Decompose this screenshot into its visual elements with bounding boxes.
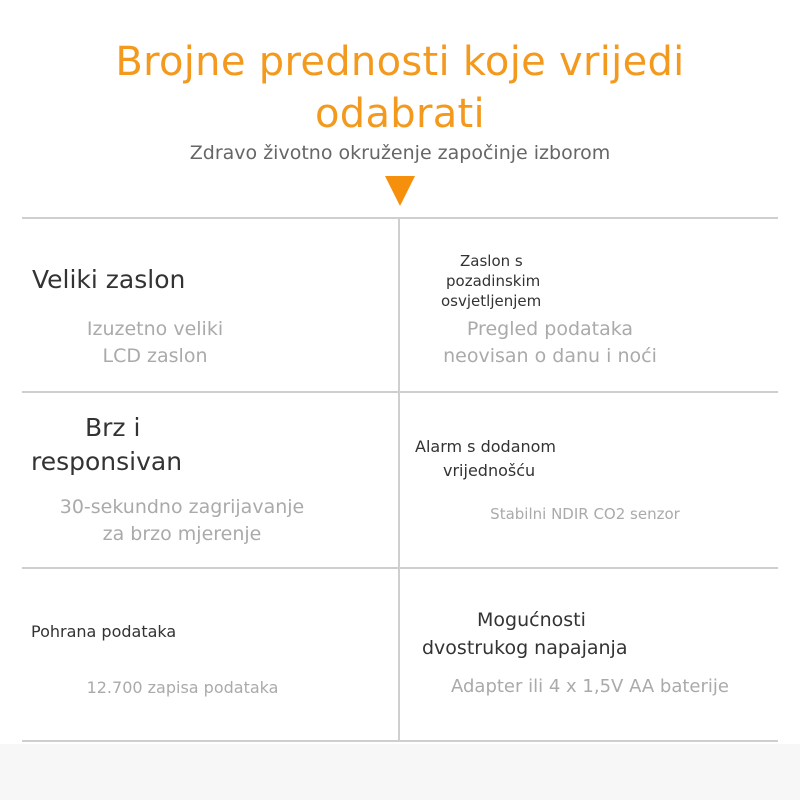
feature-title-line: Brz i [85,413,141,442]
page-title [0,36,800,140]
feature-description: Adapter ili 4 x 1,5V AA baterije [451,676,729,697]
feature-title [441,251,541,311]
feature-description [40,316,270,370]
feature-title [422,606,627,662]
down-arrow-icon [385,176,415,206]
feature-title-line: dvostrukog napajanja [422,637,628,659]
feature-description-line: 30-sekundno zagrijavanje [59,496,305,518]
feature-title-line: Mogućnosti [477,609,586,631]
feature-description-line: neovisan o danu i noći [443,345,657,367]
feature-description-line: Izuzetno veliki [86,318,224,340]
feature-description-line: za brzo mjerenje [102,523,262,545]
bottom-band [0,744,800,800]
grid-divider-row-1 [22,391,778,393]
feature-description-line: LCD zaslon [102,345,208,367]
grid-divider-bottom [22,740,778,742]
page-subtitle: Zdravo životno okruženje započinje izborom [189,142,611,164]
feature-title [415,435,556,483]
feature-description [425,316,675,370]
feature-title [31,411,182,479]
feature-title-line: responsivan [31,447,183,476]
feature-description: Stabilni NDIR CO2 senzor [490,505,680,523]
page-title-line-1: Brojne prednosti koje vrijedi [115,39,685,85]
feature-title-line: osvjetljenjem [441,292,542,310]
grid-divider-center [398,219,400,741]
feature-title-line: vrijednošću [443,461,536,480]
feature-description-line: Pregled podataka [466,318,634,340]
feature-title: Veliki zaslon [32,265,186,294]
grid-divider-row-2 [22,567,778,569]
feature-title-line: pozadinskim [446,272,541,290]
page-title-line-2: odabrati [315,91,485,137]
feature-title-line: Alarm s dodanom [415,437,557,456]
grid-divider-top [22,217,778,219]
feature-description [28,494,336,548]
feature-title: Pohrana podataka [31,622,177,641]
feature-title-line: Zaslon s [460,252,523,270]
feature-description: 12.700 zapisa podataka [86,678,279,697]
